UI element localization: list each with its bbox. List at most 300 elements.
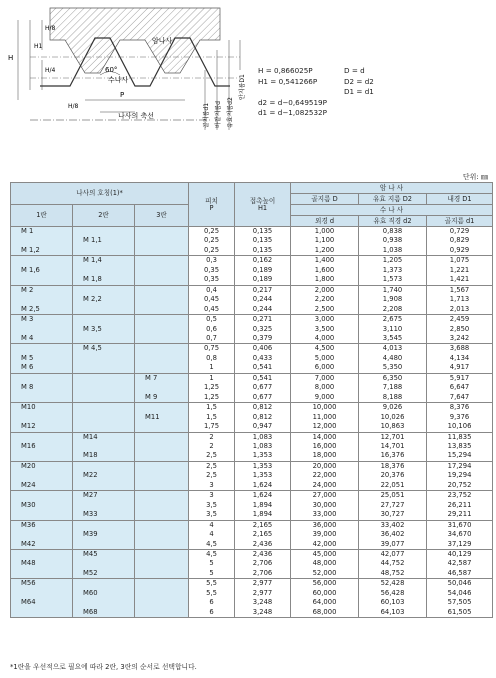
- table-cell: M68: [73, 608, 135, 618]
- table-cell: 54,046: [427, 589, 493, 598]
- table-cell: 0,8: [189, 354, 235, 363]
- table-cell: M 4: [11, 334, 73, 344]
- table-cell: [11, 325, 73, 334]
- table-cell: 60,103: [359, 598, 427, 607]
- table-cell: [73, 383, 135, 392]
- table-cell: [11, 256, 73, 266]
- table-cell: 3,5: [189, 501, 235, 510]
- table-cell: 22,000: [291, 471, 359, 480]
- table-cell: 1,894: [235, 510, 291, 520]
- col3-header: 3란: [135, 205, 189, 227]
- table-cell: 0,6: [189, 325, 235, 334]
- table-cell: 2,165: [235, 530, 291, 539]
- table-cell: M 1,1: [73, 236, 135, 245]
- formula-block: [258, 66, 374, 119]
- table-cell: 0,812: [235, 403, 291, 413]
- table-cell: [11, 236, 73, 245]
- height-header: 접촉높이 H1: [235, 183, 291, 227]
- table-cell: 0,189: [235, 275, 291, 285]
- table-cell: 27,727: [359, 501, 427, 510]
- table-cell: 15,294: [427, 451, 493, 461]
- table-cell: 6,647: [427, 383, 493, 392]
- table-row: [11, 403, 493, 413]
- table-cell: 1,353: [235, 471, 291, 480]
- table-row: [11, 285, 493, 295]
- table-cell: 64,103: [359, 608, 427, 618]
- table-cell: [11, 275, 73, 285]
- table-row: [11, 549, 493, 559]
- table-cell: M 3: [11, 315, 73, 325]
- table-cell: [73, 285, 135, 295]
- H4-label: H/4: [45, 67, 56, 74]
- table-cell: 0,938: [359, 236, 427, 245]
- table-cell: 2,706: [235, 559, 291, 568]
- table-cell: 0,433: [235, 354, 291, 363]
- table-row: [11, 579, 493, 589]
- table-cell: M11: [135, 413, 189, 422]
- H8-top-label: H/8: [45, 25, 56, 32]
- table-cell: 1,567: [427, 285, 493, 295]
- table-cell: 0,677: [235, 383, 291, 392]
- table-cell: 1,5: [189, 403, 235, 413]
- col2-header: 2란: [73, 205, 135, 227]
- table-cell: 1,083: [235, 432, 291, 442]
- male-thread-label: 수나사: [108, 76, 129, 84]
- formula-row: [258, 108, 374, 119]
- table-cell: 3,242: [427, 334, 493, 344]
- table-cell: 25,051: [359, 491, 427, 501]
- eff-d2-header: 유효 직경 d2: [359, 216, 427, 227]
- table-row: [11, 334, 493, 344]
- table-cell: 0,4: [189, 285, 235, 295]
- table-row: [11, 451, 493, 461]
- table-cell: 4,500: [291, 344, 359, 354]
- table-cell: 2,208: [359, 305, 427, 315]
- table-cell: [135, 579, 189, 589]
- table-cell: [135, 559, 189, 568]
- table-cell: [73, 501, 135, 510]
- table-cell: M48: [11, 559, 73, 568]
- table-cell: 3: [189, 491, 235, 501]
- table-cell: [135, 403, 189, 413]
- table-cell: [135, 325, 189, 334]
- table-cell: [135, 354, 189, 363]
- table-cell: [73, 393, 135, 403]
- table-cell: 1,25: [189, 383, 235, 392]
- table-cell: 0,325: [235, 325, 291, 334]
- table-cell: 10,863: [359, 422, 427, 432]
- table-cell: 12,000: [291, 422, 359, 432]
- table-cell: 61,505: [427, 608, 493, 618]
- table-cell: 2,436: [235, 549, 291, 559]
- table-cell: 0,271: [235, 315, 291, 325]
- table-cell: 0,244: [235, 295, 291, 304]
- table-cell: 1,353: [235, 461, 291, 471]
- formula-row: [258, 87, 374, 98]
- table-cell: [135, 442, 189, 451]
- table-cell: 33,000: [291, 510, 359, 520]
- table-cell: 42,000: [291, 540, 359, 550]
- table-cell: 0,812: [235, 413, 291, 422]
- table-cell: 19,294: [427, 471, 493, 480]
- table-row: [11, 589, 493, 598]
- table-cell: [11, 510, 73, 520]
- table-cell: 5,5: [189, 579, 235, 589]
- table-row: [11, 608, 493, 618]
- table-cell: 0,35: [189, 266, 235, 275]
- table-cell: 0,3: [189, 256, 235, 266]
- table-cell: 30,727: [359, 510, 427, 520]
- table-cell: 1,083: [235, 442, 291, 451]
- table-cell: 7,000: [291, 373, 359, 383]
- table-cell: M52: [73, 569, 135, 579]
- table-cell: [73, 520, 135, 530]
- table-cell: 18,000: [291, 451, 359, 461]
- table-cell: 5: [189, 569, 235, 579]
- table-cell: 9,376: [427, 413, 493, 422]
- table-cell: 2,200: [291, 295, 359, 304]
- table-cell: 0,929: [427, 246, 493, 256]
- table-cell: 20,000: [291, 461, 359, 471]
- table-row: [11, 325, 493, 334]
- table-cell: [73, 246, 135, 256]
- table-cell: 4,134: [427, 354, 493, 363]
- table-row: [11, 559, 493, 568]
- table-cell: M12: [11, 422, 73, 432]
- table-cell: 0,25: [189, 246, 235, 256]
- table-row: [11, 491, 493, 501]
- table-row: [11, 461, 493, 471]
- table-cell: 5,5: [189, 589, 235, 598]
- table-cell: 1,221: [427, 266, 493, 275]
- table-cell: M42: [11, 540, 73, 550]
- table-cell: 2,675: [359, 315, 427, 325]
- table-cell: 4,5: [189, 540, 235, 550]
- table-cell: 56,000: [291, 579, 359, 589]
- table-cell: M56: [11, 579, 73, 589]
- table-cell: 2,500: [291, 305, 359, 315]
- d-label: 바깥지름d: [215, 101, 222, 128]
- table-row: [11, 295, 493, 304]
- table-cell: [135, 363, 189, 373]
- table-cell: 37,129: [427, 540, 493, 550]
- table-cell: 0,189: [235, 266, 291, 275]
- table-cell: [11, 608, 73, 618]
- table-row: [11, 540, 493, 550]
- table-cell: 48,000: [291, 559, 359, 568]
- table-cell: M 1,2: [11, 246, 73, 256]
- formula-text: d2 = d−0,649519P: [258, 97, 327, 107]
- table-cell: [135, 246, 189, 256]
- table-cell: 20,376: [359, 471, 427, 480]
- table-cell: 0,379: [235, 334, 291, 344]
- table-cell: 14,000: [291, 432, 359, 442]
- table-row: [11, 520, 493, 530]
- table-cell: 1,200: [291, 246, 359, 256]
- table-cell: [11, 432, 73, 442]
- table-cell: [135, 432, 189, 442]
- table-cell: M 5: [11, 354, 73, 363]
- table-cell: 36,402: [359, 530, 427, 539]
- table-cell: [135, 471, 189, 480]
- table-cell: 45,000: [291, 549, 359, 559]
- table-cell: 0,5: [189, 315, 235, 325]
- table-cell: 3,688: [427, 344, 493, 354]
- table-cell: 44,752: [359, 559, 427, 568]
- table-cell: 5,917: [427, 373, 493, 383]
- table-cell: 2,000: [291, 285, 359, 295]
- table-cell: [135, 608, 189, 618]
- table-cell: 2,706: [235, 569, 291, 579]
- table-cell: 30,000: [291, 501, 359, 510]
- table-cell: [11, 549, 73, 559]
- table-row: [11, 344, 493, 354]
- table-cell: M 1,4: [73, 256, 135, 266]
- formula-text: d1 = d−1,082532P: [258, 108, 327, 117]
- table-cell: 50,046: [427, 579, 493, 589]
- table-cell: M24: [11, 481, 73, 491]
- table-cell: 1,800: [291, 275, 359, 285]
- table-cell: 0,135: [235, 236, 291, 245]
- table-cell: M16: [11, 442, 73, 451]
- table-row: [11, 315, 493, 325]
- table-cell: 3,500: [291, 325, 359, 334]
- table-cell: 1,075: [427, 256, 493, 266]
- table-cell: [11, 344, 73, 354]
- table-cell: [135, 266, 189, 275]
- table-cell: [135, 295, 189, 304]
- table-row: [11, 363, 493, 373]
- table-cell: 2,013: [427, 305, 493, 315]
- table-cell: 1,205: [359, 256, 427, 266]
- formula-text: D = d: [344, 66, 365, 75]
- table-cell: [11, 451, 73, 461]
- table-cell: 3,000: [291, 315, 359, 325]
- table-cell: 33,402: [359, 520, 427, 530]
- table-cell: [11, 295, 73, 304]
- table-cell: 1,100: [291, 236, 359, 245]
- table-cell: [73, 305, 135, 315]
- table-cell: M39: [73, 530, 135, 539]
- table-row: [11, 305, 493, 315]
- table-cell: 2,436: [235, 540, 291, 550]
- table-cell: 6,350: [359, 373, 427, 383]
- table-row: [11, 236, 493, 245]
- table-cell: 31,670: [427, 520, 493, 530]
- table-cell: [11, 530, 73, 539]
- table-cell: 40,129: [427, 549, 493, 559]
- table-row: [11, 501, 493, 510]
- table-cell: 42,077: [359, 549, 427, 559]
- table-cell: [135, 236, 189, 245]
- female-header: 암 나 사: [291, 183, 493, 194]
- table-cell: 39,000: [291, 530, 359, 539]
- table-cell: M 1,8: [73, 275, 135, 285]
- table-cell: [135, 598, 189, 607]
- table-cell: 1,713: [427, 295, 493, 304]
- table-cell: 11,000: [291, 413, 359, 422]
- H8-bottom-label: H/8: [68, 103, 79, 110]
- table-cell: 42,587: [427, 559, 493, 568]
- table-cell: 10,000: [291, 403, 359, 413]
- table-cell: 9,026: [359, 403, 427, 413]
- table-row: [11, 432, 493, 442]
- table-cell: 0,45: [189, 295, 235, 304]
- table-cell: [73, 461, 135, 471]
- table-row: [11, 442, 493, 451]
- table-cell: [135, 569, 189, 579]
- table-cell: [73, 413, 135, 422]
- table-cell: 2,5: [189, 461, 235, 471]
- table-cell: [135, 491, 189, 501]
- table-cell: M36: [11, 520, 73, 530]
- formula-row: [258, 98, 374, 109]
- table-row: [11, 393, 493, 403]
- table-row: [11, 383, 493, 392]
- female-thread-region: [50, 8, 220, 73]
- table-cell: 16,376: [359, 451, 427, 461]
- table-cell: [73, 598, 135, 607]
- table-cell: M 2,2: [73, 295, 135, 304]
- table-row: [11, 481, 493, 491]
- table-cell: M 2,5: [11, 305, 73, 315]
- table-cell: [73, 363, 135, 373]
- table-cell: 1,740: [359, 285, 427, 295]
- table-cell: 6: [189, 608, 235, 618]
- table-cell: 4,000: [291, 334, 359, 344]
- table-cell: [73, 422, 135, 432]
- table-cell: 24,000: [291, 481, 359, 491]
- table-row: [11, 413, 493, 422]
- table-cell: M 1,6: [11, 266, 73, 275]
- table-cell: [135, 540, 189, 550]
- table-cell: 4,917: [427, 363, 493, 373]
- table-cell: 5,350: [359, 363, 427, 373]
- outer-d-header: 외경 d: [291, 216, 359, 227]
- table-row: [11, 530, 493, 539]
- table-cell: 29,211: [427, 510, 493, 520]
- table-cell: [73, 266, 135, 275]
- table-cell: 34,670: [427, 530, 493, 539]
- table-cell: 46,587: [427, 569, 493, 579]
- table-cell: [73, 373, 135, 383]
- table-cell: 2: [189, 442, 235, 451]
- table-cell: 4,5: [189, 549, 235, 559]
- table-cell: 2,977: [235, 579, 291, 589]
- table-cell: M27: [73, 491, 135, 501]
- table-cell: [73, 559, 135, 568]
- table-cell: [73, 354, 135, 363]
- table-row: [11, 246, 493, 256]
- pitch-label: P: [120, 91, 125, 99]
- d2-label: 유효지름d2: [227, 97, 234, 128]
- table-cell: [135, 510, 189, 520]
- table-cell: M10: [11, 403, 73, 413]
- table-cell: 0,677: [235, 393, 291, 403]
- formula-text: D2 = d2: [344, 76, 374, 86]
- footnote: *1란을 우선적으로 필요에 따라 2란, 3란의 순서로 선택합니다.: [10, 663, 197, 671]
- table-cell: [73, 481, 135, 491]
- table-cell: [11, 413, 73, 422]
- table-cell: M 9: [135, 393, 189, 403]
- name-group-header: 나사의 호칭(1)*: [11, 183, 189, 205]
- table-row: [11, 373, 493, 383]
- table-cell: 1,573: [359, 275, 427, 285]
- table-cell: [135, 305, 189, 315]
- table-cell: 5: [189, 559, 235, 568]
- table-cell: M22: [73, 471, 135, 480]
- table-cell: 17,294: [427, 461, 493, 471]
- table-cell: 4,013: [359, 344, 427, 354]
- table-cell: M33: [73, 510, 135, 520]
- table-cell: 3,248: [235, 608, 291, 618]
- table-cell: [11, 471, 73, 480]
- table-cell: [135, 530, 189, 539]
- table-cell: 3,545: [359, 334, 427, 344]
- table-cell: M60: [73, 589, 135, 598]
- table-cell: 0,406: [235, 344, 291, 354]
- table-cell: 1,894: [235, 501, 291, 510]
- table-row: [11, 471, 493, 480]
- table-cell: 56,428: [359, 589, 427, 598]
- table-cell: 0,541: [235, 373, 291, 383]
- table-cell: M 6: [11, 363, 73, 373]
- table-cell: 64,000: [291, 598, 359, 607]
- table-cell: 1,000: [291, 227, 359, 237]
- table-cell: [73, 227, 135, 237]
- table-cell: 0,829: [427, 236, 493, 245]
- table-cell: 1,5: [189, 413, 235, 422]
- table-cell: 10,106: [427, 422, 493, 432]
- table-cell: [11, 393, 73, 403]
- table-cell: 0,947: [235, 422, 291, 432]
- table-cell: 0,35: [189, 275, 235, 285]
- table-cell: M 8: [11, 383, 73, 392]
- table-cell: 3,5: [189, 510, 235, 520]
- table-cell: 0,75: [189, 344, 235, 354]
- table-cell: M 7: [135, 373, 189, 383]
- table-cell: M 4,5: [73, 344, 135, 354]
- table-cell: M20: [11, 461, 73, 471]
- table-cell: M45: [73, 549, 135, 559]
- formula-row: [258, 77, 374, 88]
- table-cell: 60,000: [291, 589, 359, 598]
- table-cell: 0,135: [235, 246, 291, 256]
- table-cell: 48,752: [359, 569, 427, 579]
- table-cell: [135, 256, 189, 266]
- table-cell: [135, 451, 189, 461]
- table-cell: 3: [189, 481, 235, 491]
- table-cell: 18,376: [359, 461, 427, 471]
- inner-D1-header: 내경 D1: [427, 194, 493, 205]
- table-row: [11, 227, 493, 237]
- table-cell: M18: [73, 451, 135, 461]
- table-cell: 0,25: [189, 227, 235, 237]
- axis-label: 나사의 축선: [118, 112, 155, 120]
- unit-label: 단위: ㎜: [462, 173, 488, 181]
- table-cell: [11, 491, 73, 501]
- table-cell: 3,248: [235, 598, 291, 607]
- table-cell: [135, 520, 189, 530]
- formula-text: H = 0,866025P: [258, 66, 313, 75]
- table-cell: 1,624: [235, 481, 291, 491]
- table-cell: 0,729: [427, 227, 493, 237]
- table-cell: [135, 461, 189, 471]
- root-d1-header: 골지름 d1: [427, 216, 493, 227]
- table-cell: 1,25: [189, 393, 235, 403]
- table-cell: M30: [11, 501, 73, 510]
- table-cell: [11, 569, 73, 579]
